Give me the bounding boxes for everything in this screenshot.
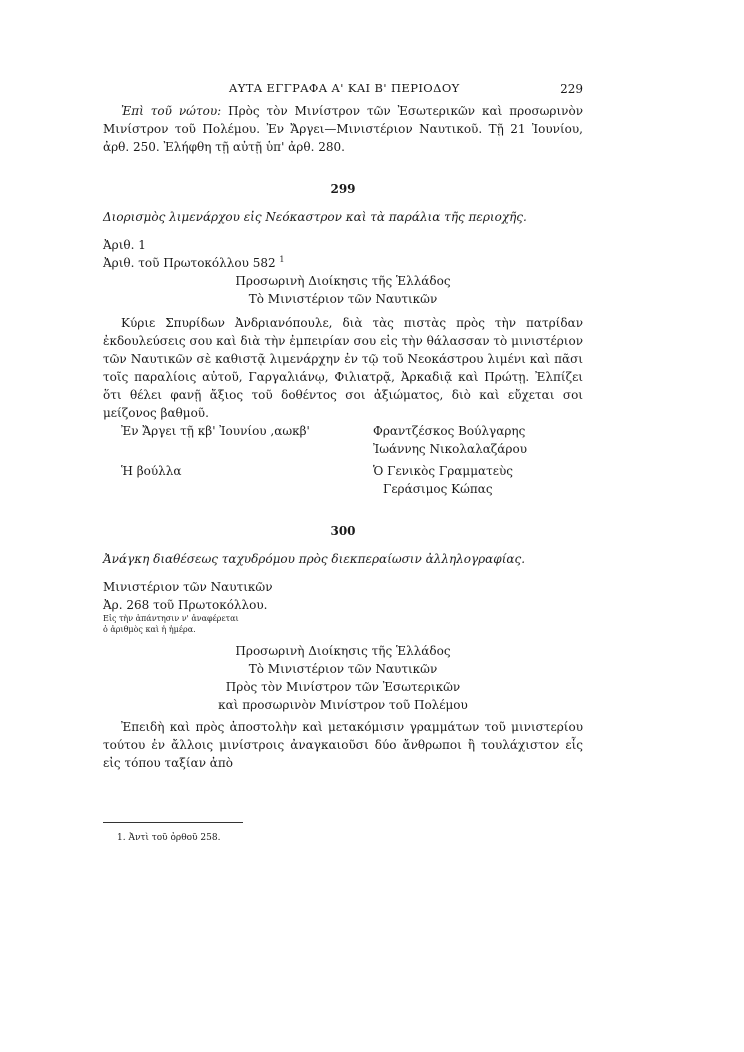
doc-299-seal: Ἡ βούλλα — [121, 464, 182, 478]
doc-300-body: Ἐπειδὴ καὶ πρὸς ἀποστολὴν καὶ μετακόμισιν γραμμάτων τοῦ μινιστερίου τούτου ἐν ἄλλοις μινίστροις ἀναγκαιοῦσι δύο ἄνθρωποι ἢ τουλάχιστον εἷς εἰς τόπου ταξίαν ἀπὸ — [103, 719, 583, 770]
doc-300-protocol: Ἀρ. 268 τοῦ Πρωτοκόλλου. — [103, 598, 268, 612]
doc-300-subject: Ἀνάγκη διαθέσεως ταχυδρόμου πρὸς διεκπεραίωσιν ἀλληλογραφίας. — [103, 552, 526, 566]
doc-300-heading-3: Πρὸς τὸν Μινίστρον τῶν Ἐσωτερικῶν — [225, 679, 461, 694]
doc-299-signature-row-1 — [103, 422, 583, 458]
footnote-ref: 1 — [279, 255, 285, 264]
doc-299-signature-row-2 — [103, 462, 583, 498]
doc-299-number: 299 — [330, 182, 356, 196]
document-page — [103, 80, 583, 772]
doc-299-heading-2: Τὸ Μινιστέριον τῶν Ναυτικῶν — [248, 292, 438, 306]
doc-299-arith1: Ἀριθ. 1 — [103, 238, 146, 252]
page-number: 229 — [560, 82, 583, 96]
intro-label: Ἐπὶ τοῦ νώτου: — [121, 104, 222, 118]
doc-299-signer-1: Φραντζέσκος Βούλγαρης — [373, 424, 526, 438]
doc-299-arith2 — [103, 254, 583, 272]
doc-299-signers-2 — [373, 462, 583, 498]
footnote-divider — [103, 822, 243, 823]
footnote: 1. Ἀντὶ τοῦ ὀρθοῦ 258. — [117, 833, 221, 843]
doc-299-signer-4: Γεράσιμος Κώπας — [383, 482, 493, 496]
doc-299-heading-1: Προσωρινὴ Διοίκησις τῆς Ἑλλάδος — [235, 274, 451, 288]
doc-299-body: Κύριε Σπυρίδων Ἀνδριανόπουλε, διὰ τὰς πιστὰς πρὸς τὴν πατρίδαν ἐκδουλεύσεις σου καὶ διὰ τὴν ἐμπειρίαν σου εἰς τὴν θάλασσαν τὸ μινιστέριον τῶν Ναυτικῶν σὲ καθιστᾷ λιμενάρχην ἐν τῷ τοῦ Νεοκάστρου λιμένι καὶ πᾶσι τοῖς παραλίοις αὐτοῦ, Γαργαλιάνῳ, Φιλιατρᾷ, Ἀρκαδιᾷ καὶ Πρώτῃ. Ἐλπίζει ὅτι θέλει φανῇ ἄξιος τοῦ δοθέντος σοι ἀξιώματος, διὸ καὶ εὔχεται σοι μείζονος βαθμοῦ. — [103, 316, 583, 420]
running-title: ΑΥΤΑ ΕΓΓΡΑΦΑ Α' ΚΑΙ Β' ΠΕΡΙΟΔΟΥ — [229, 81, 460, 95]
doc-300-heading-2: Τὸ Μινιστέριον τῶν Ναυτικῶν — [248, 661, 438, 676]
intro-text: Πρὸς τὸν Μινίστρον τῶν Ἐσωτερικῶν καὶ προσωρινὸν Μινίστρον τοῦ Πολέμου. Ἐν Ἄργει—Μινιστέριον Ναυτικοῦ. Τῇ 21 Ἰουνίου, ἀρθ. 250. Ἐλήφθη τῇ αὐτῇ ὑπ' ἀρθ. 280. — [103, 104, 583, 154]
doc-299-subject: Διορισμὸς λιμενάρχου εἰς Νεόκαστρον καὶ τὰ παράλια τῆς περιοχῆς. — [103, 210, 527, 224]
intro-paragraph — [103, 102, 583, 156]
doc-300-number: 300 — [330, 524, 356, 538]
running-header — [103, 80, 583, 100]
doc-300-heading-1: Προσωρινὴ Διοίκησις τῆς Ἑλλάδος — [235, 643, 451, 658]
doc-300-ministry: Μινιστέριον τῶν Ναυτικῶν — [103, 580, 273, 594]
doc-299-arith2-text: Ἀριθ. τοῦ Πρωτοκόλλου 582 — [103, 256, 276, 270]
doc-300-heading-4: καὶ προσωρινὸν Μινίστρον τοῦ Πολέμου — [218, 697, 468, 712]
doc-299-signers-1 — [373, 422, 583, 458]
doc-299-signer-2: Ἰωάννης Νικολαλαζάρου — [373, 442, 527, 456]
doc-300-note-1: Εἰς τὴν ἀπάντησιν ν' ἀναφέρεται — [103, 614, 239, 623]
doc-300-note-2: ὁ ἀριθμὸς καὶ ἡ ἡμέρα. — [103, 624, 196, 634]
doc-299-place-date: Ἐν Ἄργει τῇ κβ' Ἰουνίου ,αωκβ' — [121, 424, 310, 438]
doc-299-signer-3: Ὁ Γενικὸς Γραμματεὺς — [373, 464, 513, 478]
